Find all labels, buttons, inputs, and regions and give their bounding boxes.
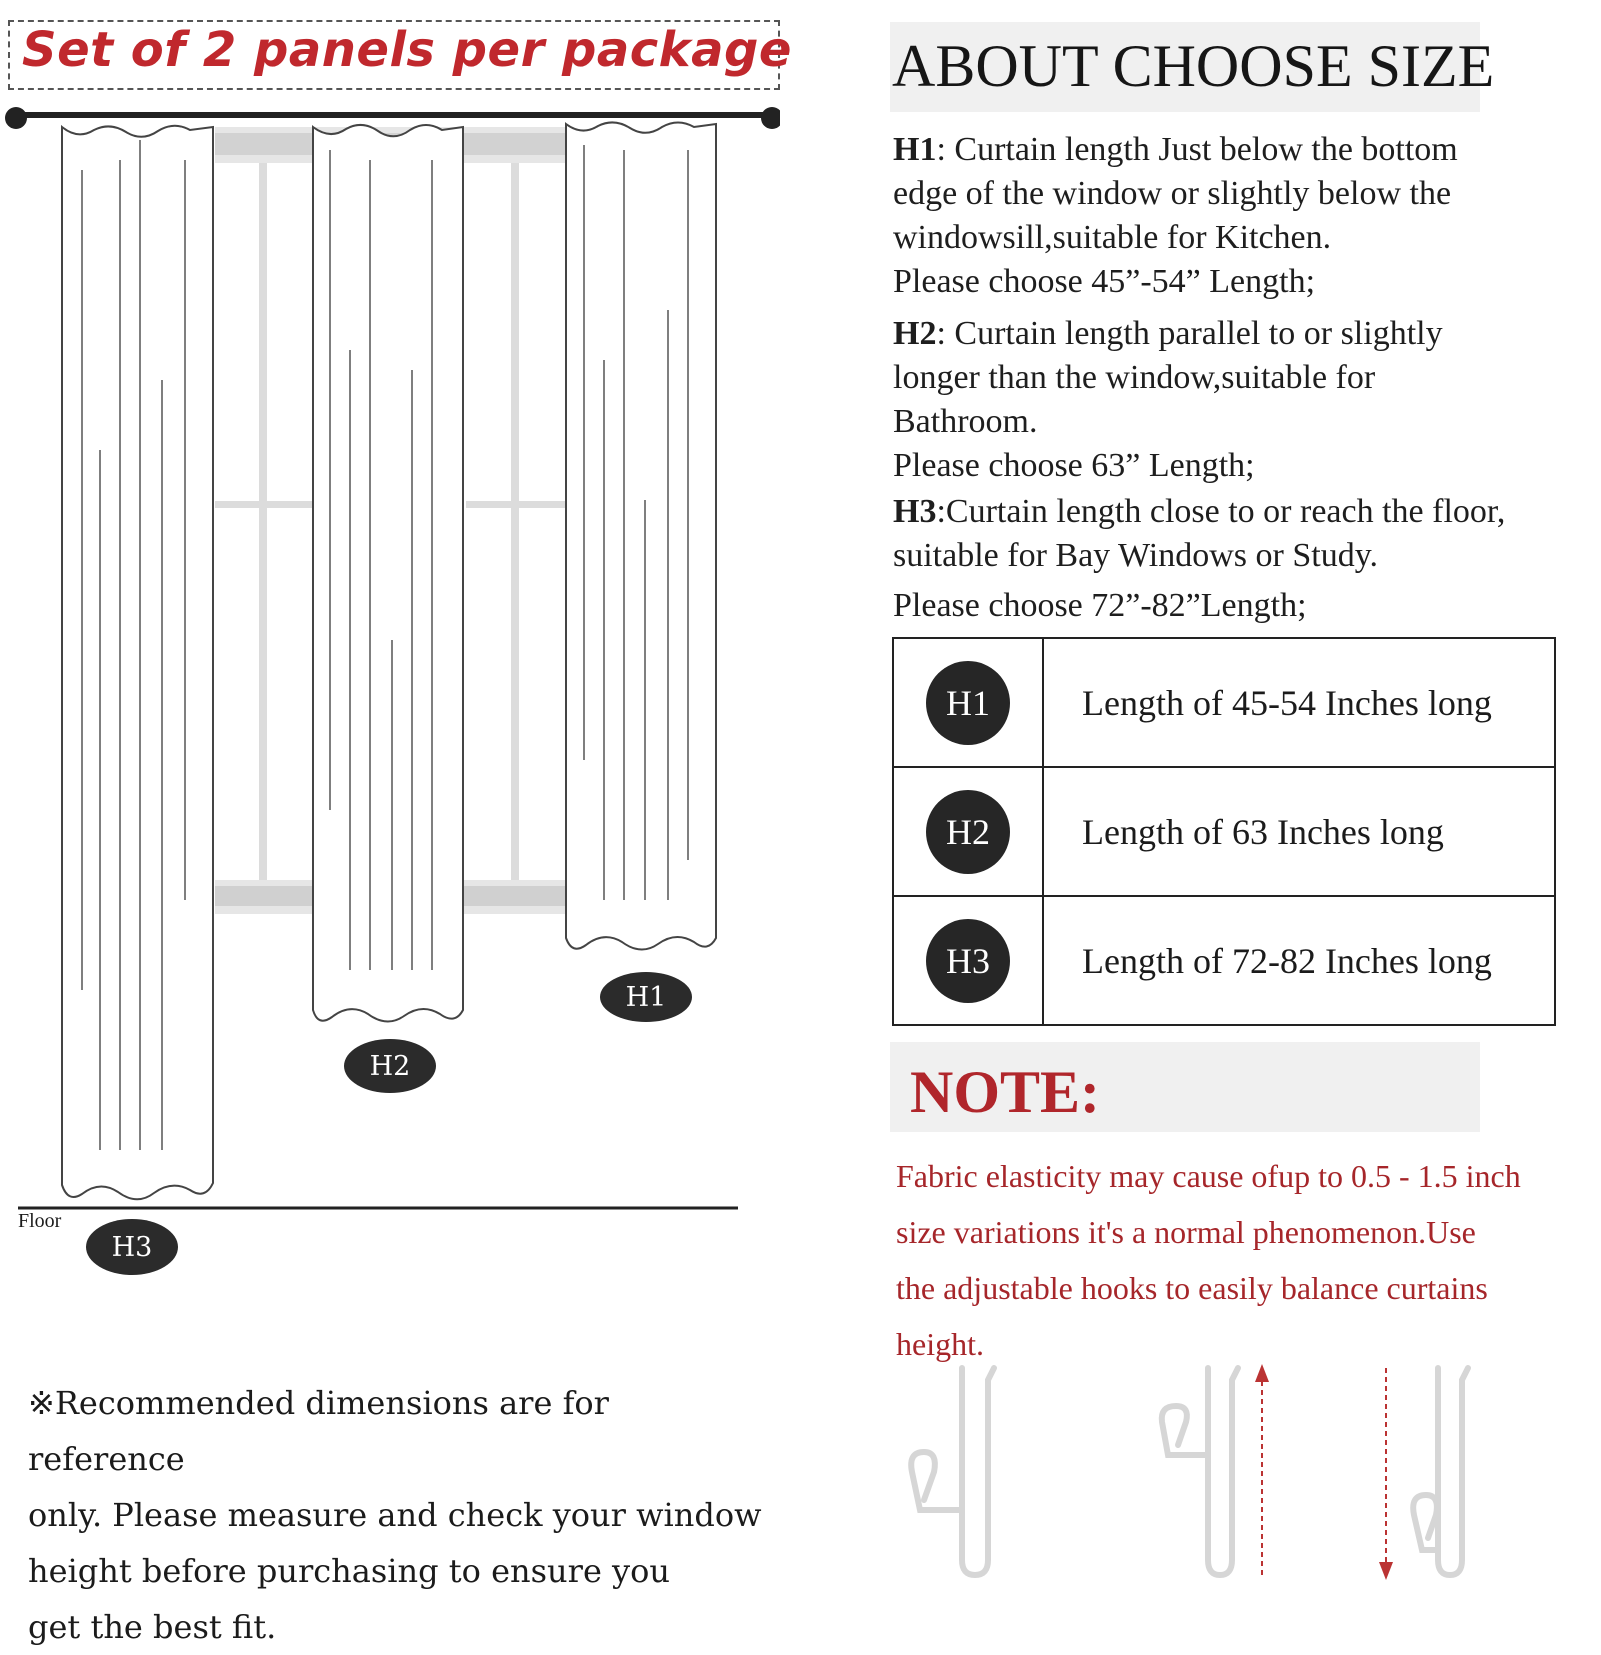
h2-line: Please choose 63” Length; <box>893 447 1255 484</box>
hooks-illustration <box>890 1360 1530 1585</box>
h1-label: H1 <box>893 131 937 168</box>
recommendation-line: only. Please measure and check your window <box>28 1496 762 1534</box>
badge-h1: H1 <box>600 972 692 1022</box>
size-badge: H2 <box>926 790 1010 874</box>
arrow-up-icon <box>1255 1364 1269 1575</box>
note-text <box>896 1148 1596 1372</box>
h3-line: Please choose 72”-82”Length; <box>893 587 1307 624</box>
size-table <box>892 637 1556 1026</box>
badge-h3: H3 <box>86 1219 178 1275</box>
banner-title: Set of 2 panels per package <box>22 22 792 78</box>
badge-h2: H2 <box>344 1039 436 1093</box>
size-badge: H3 <box>926 919 1010 1003</box>
h2-description <box>893 312 1593 488</box>
about-title: ABOUT CHOOSE SIZE <box>892 33 1495 99</box>
h3-line: :Curtain length close to or reach the floor, <box>936 493 1506 530</box>
window-transom-left <box>215 501 312 508</box>
h1-line: edge of the window or slightly below the <box>893 175 1452 212</box>
curtain-panel-h2 <box>313 125 463 1022</box>
table-text-cell: Length of 72-82 Inches long <box>1043 896 1555 1025</box>
table-badge-cell <box>893 767 1043 896</box>
h2-line: longer than the window,suitable for <box>893 359 1376 396</box>
curtain-panel-h1 <box>566 122 716 949</box>
recommendation-text <box>28 1375 768 1655</box>
h1-line: Please choose 45”-54” Length; <box>893 263 1316 300</box>
table-text-cell: Length of 45-54 Inches long <box>1043 638 1555 767</box>
curtain-illustration <box>0 95 780 1275</box>
arrow-down-icon <box>1379 1368 1393 1580</box>
table-badge-cell <box>893 896 1043 1025</box>
h3-line: suitable for Bay Windows or Study. <box>893 537 1378 574</box>
curtain-rod <box>18 112 770 118</box>
note-line: the adjustable hooks to easily balance curtains <box>896 1270 1488 1306</box>
h1-description <box>893 128 1593 304</box>
h2-line: Bathroom. <box>893 403 1038 440</box>
h1-line: windowsill,suitable for Kitchen. <box>893 219 1332 256</box>
note-line: Fabric elasticity may cause ofup to 0.5 - 1.5 inch <box>896 1158 1521 1194</box>
table-text-cell: Length of 63 Inches long <box>1043 767 1555 896</box>
table-row <box>893 896 1555 1025</box>
window-mullion-right <box>511 163 519 880</box>
curtain-panel-h3 <box>62 126 213 1200</box>
h2-label: H2 <box>893 315 937 352</box>
table-row <box>893 638 1555 767</box>
rod-finial-right <box>761 107 780 129</box>
note-line: height. <box>896 1326 984 1362</box>
note-line: size variations it's a normal phenomenon.Use <box>896 1214 1476 1250</box>
hook-3 <box>1413 1368 1468 1575</box>
recommendation-line: get the best fit. <box>28 1608 277 1646</box>
recommendation-line: ※Recommended dimensions are for reference <box>28 1384 609 1478</box>
h2-line: : Curtain length parallel to or slightly <box>936 315 1443 352</box>
floor-label: Floor <box>18 1210 62 1232</box>
table-badge-cell <box>893 638 1043 767</box>
window-mullion-left <box>259 163 267 880</box>
hook-2 <box>1162 1368 1238 1575</box>
rod-finial-left <box>5 107 27 129</box>
h3-label: H3 <box>893 493 937 530</box>
h1-line: : Curtain length Just below the bottom <box>936 131 1458 168</box>
size-badge: H1 <box>926 661 1010 745</box>
h3-description <box>893 490 1593 628</box>
recommendation-line: height before purchasing to ensure you <box>28 1552 670 1590</box>
window-transom-right <box>466 501 565 508</box>
hook-1 <box>911 1368 994 1575</box>
note-title: NOTE: <box>910 1059 1101 1125</box>
table-row <box>893 767 1555 896</box>
